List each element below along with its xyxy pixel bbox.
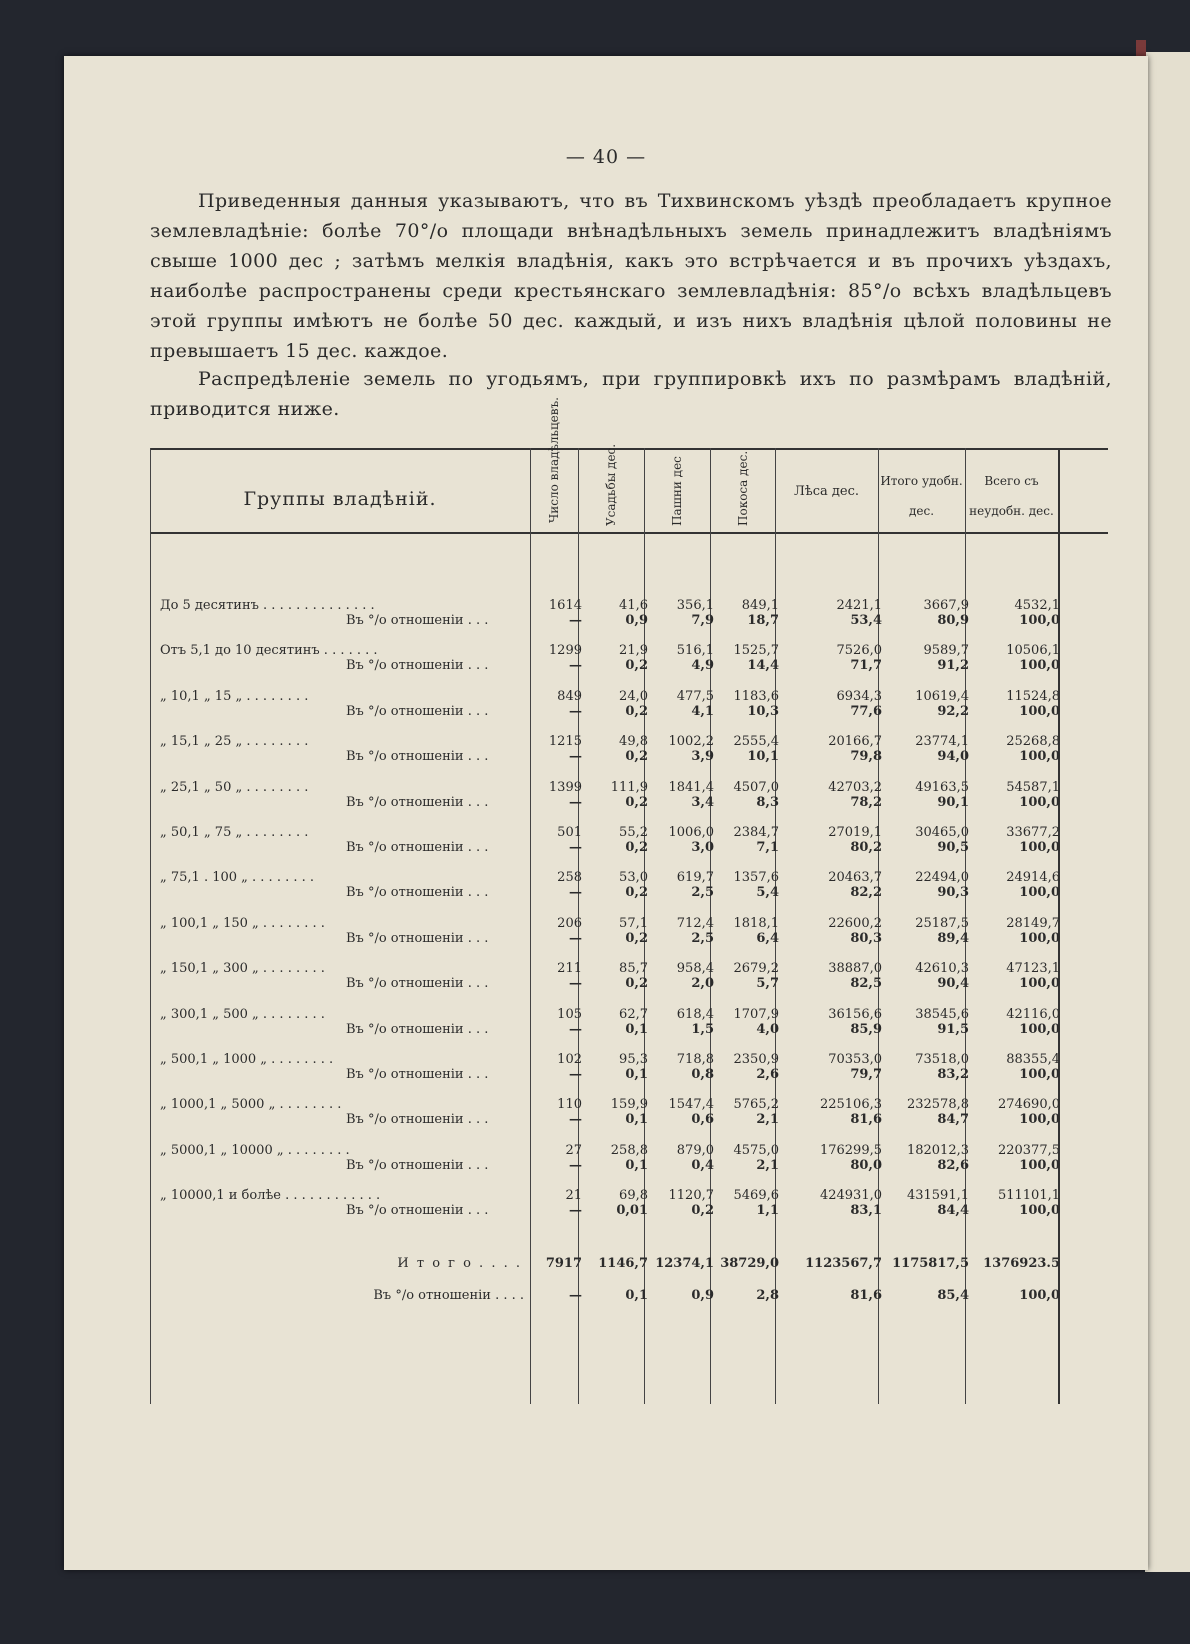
- cell-pct-estates: 0,1: [625, 1067, 648, 1082]
- cell-forest: 176299,5: [819, 1142, 882, 1158]
- paragraph-2: Распредѣленіе земель по угодьямъ, при группировкѣ ихъ по размѣрамъ владѣній, приводится ниже.: [150, 368, 1112, 420]
- cell-arable: 1002,2: [668, 734, 714, 750]
- cell-pct-estates: 0,2: [625, 794, 648, 810]
- cell-all: 511101,1: [997, 1188, 1060, 1204]
- table-row: [150, 780, 1108, 826]
- cell-pct-arable: 4,9: [691, 658, 714, 674]
- cell-all: 220377,5: [997, 1142, 1060, 1158]
- table-row: [150, 916, 1108, 962]
- row-pct-label: Въ °/о отношеніи . . .: [346, 794, 489, 810]
- cell-pct-arable: 2,0: [691, 976, 714, 992]
- row-pct-label: Въ °/о отношеніи . . .: [346, 930, 489, 946]
- cell-pct-hay: 5,4: [756, 885, 779, 901]
- cell-pct-owners: —: [569, 976, 582, 992]
- cell-all: 28149,7: [1006, 915, 1060, 931]
- cell-pct-hay: 10,3: [747, 703, 779, 719]
- cell-pct-forest: 79,8: [850, 749, 882, 765]
- cell-arable: 1841,4: [668, 779, 714, 795]
- cell-hay: 1357,6: [733, 870, 779, 886]
- document-page: [64, 56, 1148, 1570]
- cell-estates: 62,7: [619, 1006, 648, 1022]
- cell-pct-estates: 0,2: [625, 976, 648, 992]
- table-row: [150, 870, 1108, 916]
- row-pct-label: Въ °/о отношеніи . . .: [346, 1203, 489, 1219]
- cell-hay: 2384,7: [733, 825, 779, 840]
- row-pct-label: Въ °/о отношеніи . . .: [346, 1067, 489, 1082]
- cell-pct-arable: 3,9: [691, 749, 714, 765]
- total-pct-label: Въ °/о отношеніи . . . .: [373, 1288, 524, 1303]
- cell-owners: 211: [557, 961, 582, 977]
- cell-pct-useful: 82,6: [937, 1157, 969, 1173]
- row-pct-label: Въ °/о отношеніи . . .: [346, 749, 489, 765]
- cell-estates: 95,3: [619, 1052, 648, 1067]
- cell-estates: 41,6: [619, 598, 648, 613]
- row-pct-label: Въ °/о отношеніи . . .: [346, 840, 489, 855]
- total-pct-hay: 2,8: [756, 1288, 779, 1303]
- land-distribution-table: [150, 397, 1108, 1404]
- row-pct-label: Въ °/о отношеніи . . .: [346, 1112, 489, 1128]
- cell-pct-arable: 3,4: [691, 794, 714, 810]
- cell-pct-arable: 3,0: [691, 840, 714, 855]
- header-total-useful: Итого удобн. дес.: [880, 474, 963, 518]
- table-row: [150, 961, 1108, 1007]
- total-pct-all: 100,0: [1019, 1288, 1060, 1303]
- cell-hay: 1525,7: [733, 643, 779, 659]
- cell-useful: 42610,3: [915, 961, 969, 977]
- cell-pct-all: 100,0: [1019, 1112, 1060, 1128]
- page-number: — 40 —: [565, 146, 647, 168]
- cell-useful: 182012,3: [906, 1142, 969, 1158]
- cell-owners: 1614: [548, 598, 582, 613]
- cell-all: 25268,8: [1006, 734, 1060, 750]
- table-row: [150, 1007, 1108, 1053]
- cell-pct-estates: 0,2: [625, 658, 648, 674]
- cell-pct-useful: 91,2: [937, 658, 969, 674]
- cell-forest: 22600,2: [828, 915, 882, 931]
- cell-useful: 3667,9: [923, 598, 969, 613]
- cell-all: 10506,1: [1006, 643, 1060, 659]
- cell-pct-estates: 0,2: [625, 930, 648, 946]
- cell-owners: 501: [557, 825, 582, 840]
- cell-arable: 1006,0: [668, 825, 714, 840]
- cell-all: 47123,1: [1006, 961, 1060, 977]
- cell-pct-all: 100,0: [1019, 703, 1060, 719]
- total-pct-forest: 81,6: [850, 1288, 882, 1303]
- total-label: И т о г о . . . .: [397, 1256, 522, 1271]
- cell-forest: 20166,7: [828, 734, 882, 750]
- cell-hay: 849,1: [741, 598, 779, 613]
- cell-pct-hay: 14,4: [747, 658, 779, 674]
- table-row: [150, 689, 1108, 735]
- row-pct-label: Въ °/о отношеніи . . .: [346, 885, 489, 901]
- cell-pct-useful: 90,3: [937, 885, 969, 901]
- cell-pct-arable: 1,5: [691, 1021, 714, 1037]
- cell-owners: 110: [557, 1097, 582, 1113]
- cell-hay: 1818,1: [733, 915, 779, 931]
- cell-forest: 70353,0: [828, 1052, 882, 1067]
- row-group-label: „ 15,1 „ 25 „ . . . . . . . .: [160, 734, 309, 750]
- cell-all: 33677,2: [1006, 825, 1060, 840]
- cell-arable: 1120,7: [668, 1188, 714, 1204]
- total-pct-owners: —: [569, 1288, 582, 1303]
- cell-pct-estates: 0,2: [625, 703, 648, 719]
- cell-hay: 1707,9: [733, 1006, 779, 1022]
- total-owners: 7917: [545, 1256, 582, 1271]
- cell-pct-all: 100,0: [1019, 1203, 1060, 1219]
- header-hay: Покоса дес.: [736, 450, 750, 526]
- total-pct-useful: 85,4: [937, 1288, 969, 1303]
- row-pct-label: Въ °/о отношеніи . . .: [346, 658, 489, 674]
- cell-pct-estates: 0,9: [625, 613, 648, 628]
- cell-forest: 2421,1: [836, 598, 882, 613]
- cell-pct-hay: 8,3: [756, 794, 779, 810]
- cell-all: 54587,1: [1006, 779, 1060, 795]
- cell-arable: 879,0: [676, 1142, 714, 1158]
- row-group-label: „ 10,1 „ 15 „ . . . . . . . .: [160, 688, 309, 704]
- total-useful: 1175817,5: [892, 1256, 969, 1271]
- cell-pct-owners: —: [569, 794, 582, 810]
- cell-pct-all: 100,0: [1019, 613, 1060, 628]
- cell-owners: 1399: [548, 779, 582, 795]
- cell-owners: 21: [565, 1188, 582, 1204]
- cell-pct-forest: 82,5: [850, 976, 882, 992]
- cell-useful: 431591,1: [906, 1188, 969, 1204]
- cell-arable: 712,4: [676, 915, 714, 931]
- cell-pct-forest: 78,2: [850, 794, 882, 810]
- cell-pct-arable: 0,6: [691, 1112, 714, 1128]
- cell-pct-hay: 10,1: [747, 749, 779, 765]
- cell-pct-estates: 0,01: [616, 1203, 648, 1219]
- table-row: [150, 825, 1108, 871]
- cell-forest: 6934,3: [836, 688, 882, 704]
- cell-arable: 718,8: [676, 1052, 714, 1067]
- cell-forest: 7526,0: [836, 643, 882, 659]
- cell-pct-forest: 81,6: [850, 1112, 882, 1128]
- row-pct-label: Въ °/о отношеніи . . .: [346, 703, 489, 719]
- cell-pct-owners: —: [569, 1203, 582, 1219]
- cell-pct-forest: 83,1: [850, 1203, 882, 1219]
- cell-pct-useful: 84,4: [937, 1203, 969, 1219]
- header-total-all: Всего съ неудобн. дес.: [969, 474, 1054, 518]
- cell-owners: 105: [557, 1006, 582, 1022]
- row-pct-label: Въ °/о отношеніи . . .: [346, 613, 489, 628]
- table-row: [150, 734, 1108, 780]
- cell-pct-owners: —: [569, 930, 582, 946]
- header-forest: Лѣса дес.: [794, 484, 859, 499]
- cell-forest: 20463,7: [828, 870, 882, 886]
- row-group-label: „ 500,1 „ 1000 „ . . . . . . . .: [160, 1052, 334, 1067]
- cell-useful: 49163,5: [915, 779, 969, 795]
- cell-owners: 206: [557, 915, 582, 931]
- total-pct-arable: 0,9: [691, 1288, 714, 1303]
- cell-estates: 57,1: [619, 915, 648, 931]
- cell-pct-owners: —: [569, 885, 582, 901]
- cell-estates: 85,7: [619, 961, 648, 977]
- cell-pct-forest: 71,7: [850, 658, 882, 674]
- cell-pct-all: 100,0: [1019, 1021, 1060, 1037]
- cell-useful: 25187,5: [915, 915, 969, 931]
- cell-all: 274690,0: [997, 1097, 1060, 1113]
- cell-hay: 2350,9: [733, 1052, 779, 1067]
- cell-pct-arable: 0,4: [691, 1157, 714, 1173]
- cell-hay: 4507,0: [733, 779, 779, 795]
- cell-pct-all: 100,0: [1019, 658, 1060, 674]
- cell-estates: 258,8: [610, 1142, 648, 1158]
- cell-pct-owners: —: [569, 749, 582, 765]
- header-estates: Усадьбы дес.: [604, 443, 618, 526]
- cell-estates: 24,0: [619, 688, 648, 704]
- total-row: [150, 1256, 1108, 1276]
- cell-pct-hay: 2,1: [756, 1157, 779, 1173]
- cell-arable: 958,4: [676, 961, 714, 977]
- row-group-label: „ 150,1 „ 300 „ . . . . . . . .: [160, 961, 325, 977]
- cell-estates: 69,8: [619, 1188, 648, 1204]
- header-arable: Пашни дес: [670, 456, 684, 526]
- cell-forest: 225106,3: [819, 1097, 882, 1113]
- cell-pct-arable: 2,5: [691, 885, 714, 901]
- table-row: [150, 1188, 1108, 1234]
- cell-forest: 42703,2: [828, 779, 882, 795]
- cell-all: 88355,4: [1006, 1052, 1060, 1067]
- cell-pct-owners: —: [569, 703, 582, 719]
- paragraph-1: Приведенныя данныя указываютъ, что въ Тихвинскомъ уѣздѣ преобладаетъ крупное землевладѣніе: болѣе 70°/о площади внѣнадѣльныхъ земель принадлежитъ владѣніямъ свыше 1000 дес ; затѣмъ мелкія владѣнія, какъ это встрѣчается и въ прочихъ уѣздахъ, наиболѣе распространены среди крестьянскаго землевладѣнія: 85°/о всѣхъ владѣльцевъ этой группы имѣютъ не болѣе 50 дес. каждый, и изъ нихъ владѣнія цѣлой половины не превышаетъ 15 дес. каждое.: [150, 190, 1112, 362]
- cell-pct-estates: 0,2: [625, 885, 648, 901]
- cell-useful: 23774,1: [915, 734, 969, 750]
- row-group-label: До 5 десятинъ . . . . . . . . . . . . . .: [160, 598, 375, 613]
- table-row: [150, 598, 1108, 644]
- row-group-label: „ 300,1 „ 500 „ . . . . . . . .: [160, 1006, 325, 1022]
- cell-hay: 5765,2: [733, 1097, 779, 1113]
- row-group-label: „ 75,1 . 100 „ . . . . . . . .: [160, 870, 315, 886]
- total-arable: 12374,1: [655, 1256, 714, 1271]
- cell-pct-estates: 0,2: [625, 840, 648, 855]
- total-forest: 1123567,7: [805, 1256, 882, 1271]
- row-group-label: „ 50,1 „ 75 „ . . . . . . . .: [160, 825, 309, 840]
- table-row: [150, 643, 1108, 689]
- cell-pct-forest: 80,2: [850, 840, 882, 855]
- cell-pct-arable: 2,5: [691, 930, 714, 946]
- cell-pct-forest: 80,0: [850, 1157, 882, 1173]
- cell-pct-hay: 4,0: [756, 1021, 779, 1037]
- cell-pct-useful: 80,9: [937, 613, 969, 628]
- cell-pct-hay: 1,1: [756, 1203, 779, 1219]
- row-group-label: „ 10000,1 и болѣе . . . . . . . . . . . .: [160, 1188, 381, 1204]
- cell-pct-all: 100,0: [1019, 1067, 1060, 1082]
- cell-pct-useful: 94,0: [937, 749, 969, 765]
- cell-pct-hay: 18,7: [747, 613, 779, 628]
- cell-arable: 1547,4: [668, 1097, 714, 1113]
- cell-pct-owners: —: [569, 1112, 582, 1128]
- cell-all: 24914,6: [1006, 870, 1060, 886]
- cell-owners: 258: [557, 870, 582, 886]
- cell-pct-arable: 0,8: [691, 1067, 714, 1082]
- cell-pct-estates: 0,1: [625, 1021, 648, 1037]
- cell-pct-all: 100,0: [1019, 840, 1060, 855]
- cell-pct-useful: 92,2: [937, 703, 969, 719]
- cell-arable: 618,4: [676, 1006, 714, 1022]
- cell-pct-arable: 7,9: [691, 613, 714, 628]
- cell-useful: 22494,0: [915, 870, 969, 886]
- cell-pct-owners: —: [569, 840, 582, 855]
- cell-pct-hay: 7,1: [756, 840, 779, 855]
- cell-pct-forest: 82,2: [850, 885, 882, 901]
- cell-pct-forest: 85,9: [850, 1021, 882, 1037]
- cell-useful: 73518,0: [915, 1052, 969, 1067]
- cell-hay: 5469,6: [733, 1188, 779, 1204]
- row-group-label: „ 25,1 „ 50 „ . . . . . . . .: [160, 779, 309, 795]
- cell-pct-arable: 4,1: [691, 703, 714, 719]
- cell-all: 11524,8: [1006, 688, 1060, 704]
- total-estates: 1146,7: [598, 1256, 648, 1271]
- cell-pct-owners: —: [569, 1021, 582, 1037]
- row-group-label: „ 100,1 „ 150 „ . . . . . . . .: [160, 915, 325, 931]
- cell-pct-forest: 80,3: [850, 930, 882, 946]
- cell-estates: 159,9: [610, 1097, 648, 1113]
- cell-pct-all: 100,0: [1019, 1157, 1060, 1173]
- table-row: [150, 1143, 1108, 1189]
- cell-owners: 849: [557, 688, 582, 704]
- cell-useful: 30465,0: [915, 825, 969, 840]
- total-pct-estates: 0,1: [625, 1288, 648, 1303]
- total-all: 1376923.5: [983, 1256, 1060, 1271]
- cell-all: 42116,0: [1006, 1006, 1060, 1022]
- header-owners: Число владѣльцевъ.: [547, 397, 561, 523]
- table-row: [150, 1052, 1108, 1098]
- cell-pct-useful: 90,5: [937, 840, 969, 855]
- row-group-label: „ 1000,1 „ 5000 „ . . . . . . . .: [160, 1097, 342, 1113]
- adjacent-page-edge: [1145, 52, 1190, 1572]
- total-hay: 38729,0: [720, 1256, 779, 1271]
- header-groups: Группы владѣній.: [243, 488, 437, 510]
- cell-hay: 1183,6: [733, 688, 779, 704]
- cell-useful: 38545,6: [915, 1006, 969, 1022]
- cell-pct-hay: 6,4: [756, 930, 779, 946]
- cell-pct-estates: 0,2: [625, 749, 648, 765]
- cell-pct-hay: 2,1: [756, 1112, 779, 1128]
- cell-pct-forest: 53,4: [850, 613, 882, 628]
- cell-pct-hay: 2,6: [756, 1067, 779, 1082]
- cell-pct-arable: 0,2: [691, 1203, 714, 1219]
- cell-hay: 4575,0: [733, 1142, 779, 1158]
- cell-pct-useful: 84,7: [937, 1112, 969, 1128]
- row-pct-label: Въ °/о отношеніи . . .: [346, 1157, 489, 1173]
- cell-pct-useful: 90,4: [937, 976, 969, 992]
- cell-pct-all: 100,0: [1019, 749, 1060, 765]
- cell-pct-all: 100,0: [1019, 794, 1060, 810]
- cell-pct-all: 100,0: [1019, 885, 1060, 901]
- cell-estates: 111,9: [610, 779, 648, 795]
- cell-pct-owners: —: [569, 658, 582, 674]
- cell-estates: 21,9: [619, 643, 648, 659]
- total-pct-row: [150, 1288, 1108, 1308]
- cell-owners: 1299: [548, 643, 582, 659]
- cell-pct-owners: —: [569, 613, 582, 628]
- cell-hay: 2555,4: [733, 734, 779, 750]
- cell-pct-useful: 91,5: [937, 1021, 969, 1037]
- cell-pct-useful: 90,1: [937, 794, 969, 810]
- cell-pct-owners: —: [569, 1157, 582, 1173]
- cell-estates: 53,0: [619, 870, 648, 886]
- cell-pct-all: 100,0: [1019, 930, 1060, 946]
- cell-pct-hay: 5,7: [756, 976, 779, 992]
- cell-owners: 102: [557, 1052, 582, 1067]
- cell-useful: 232578,8: [906, 1097, 969, 1113]
- cell-forest: 424931,0: [819, 1188, 882, 1204]
- cell-owners: 27: [565, 1142, 582, 1158]
- cell-hay: 2679,2: [733, 961, 779, 977]
- cell-arable: 516,1: [676, 643, 714, 659]
- row-pct-label: Въ °/о отношеніи . . .: [346, 976, 489, 992]
- row-group-label: „ 5000,1 „ 10000 „ . . . . . . . .: [160, 1142, 350, 1158]
- cell-pct-useful: 83,2: [937, 1067, 969, 1082]
- cell-useful: 9589,7: [923, 643, 969, 659]
- cell-pct-forest: 79,7: [850, 1067, 882, 1082]
- cell-estates: 55,2: [619, 825, 648, 840]
- cell-pct-forest: 77,6: [850, 703, 882, 719]
- cell-arable: 356,1: [676, 598, 714, 613]
- cell-arable: 477,5: [676, 688, 714, 704]
- cell-all: 4532,1: [1014, 598, 1060, 613]
- cell-pct-useful: 89,4: [937, 930, 969, 946]
- cell-owners: 1215: [548, 734, 582, 750]
- cell-forest: 38887,0: [828, 961, 882, 977]
- table-row: [150, 1097, 1108, 1143]
- cell-estates: 49,8: [619, 734, 648, 750]
- cell-pct-all: 100,0: [1019, 976, 1060, 992]
- row-pct-label: Въ °/о отношеніи . . .: [346, 1021, 489, 1037]
- cell-pct-estates: 0,1: [625, 1157, 648, 1173]
- row-group-label: Отъ 5,1 до 10 десятинъ . . . . . . .: [160, 643, 378, 659]
- cell-pct-estates: 0,1: [625, 1112, 648, 1128]
- cell-arable: 619,7: [676, 870, 714, 886]
- cell-forest: 36156,6: [828, 1006, 882, 1022]
- cell-useful: 10619,4: [915, 688, 969, 704]
- cell-forest: 27019,1: [828, 825, 882, 840]
- cell-pct-owners: —: [569, 1067, 582, 1082]
